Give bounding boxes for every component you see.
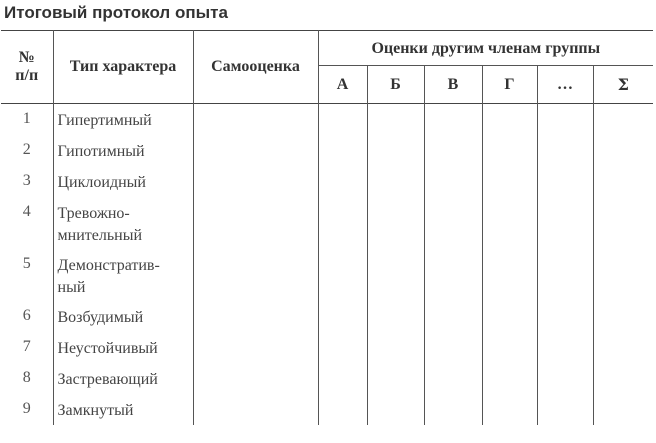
row-character-type <box>53 363 193 394</box>
table-row <box>1 332 653 363</box>
character-type-line: Циклоидный <box>57 173 146 191</box>
rating-cell-sum <box>593 104 653 135</box>
rating-cell-g <box>482 301 537 332</box>
self-assessment-cell <box>193 197 318 249</box>
rating-cell-a <box>318 197 367 249</box>
rating-cell-sum <box>593 363 653 394</box>
page-title: Итоговый протокол опыта <box>4 3 228 22</box>
header-self-assessment: Самооценка <box>193 31 318 104</box>
row-number: 9 <box>22 399 31 417</box>
table-row <box>1 301 653 332</box>
rating-cell-b <box>367 332 424 363</box>
rating-cell-ellipsis <box>537 166 593 197</box>
rating-cell-sum <box>593 249 653 301</box>
row-number: 5 <box>22 254 31 272</box>
rating-cell-ellipsis <box>537 301 593 332</box>
row-character-type <box>53 197 193 249</box>
row-number: 3 <box>22 171 31 189</box>
header-col-v: В <box>424 66 482 104</box>
row-number: 4 <box>22 202 31 220</box>
row-number: 6 <box>22 306 31 324</box>
table-row <box>1 249 653 301</box>
rating-cell-ellipsis <box>537 197 593 249</box>
row-number: 2 <box>22 140 31 158</box>
self-assessment-cell <box>193 332 318 363</box>
row-character-type <box>53 166 193 197</box>
row-character-type <box>53 394 193 425</box>
rating-cell-v <box>424 332 482 363</box>
rating-cell-a <box>318 104 367 135</box>
table-row <box>1 166 653 197</box>
rating-cell-sum <box>593 332 653 363</box>
self-assessment-cell <box>193 363 318 394</box>
rating-cell-g <box>482 249 537 301</box>
rating-cell-v <box>424 166 482 197</box>
character-type-line: Демонстратив- <box>57 256 160 274</box>
rating-cell-v <box>424 249 482 301</box>
rating-cell-a <box>318 363 367 394</box>
rating-cell-b <box>367 197 424 249</box>
self-assessment-cell <box>193 301 318 332</box>
rating-cell-v <box>424 197 482 249</box>
rating-cell-g <box>482 104 537 135</box>
rating-cell-v <box>424 104 482 135</box>
table-row <box>1 135 653 166</box>
header-col-g: Г <box>482 66 537 104</box>
protocol-table <box>1 30 653 425</box>
rating-cell-a <box>318 249 367 301</box>
character-type-line: ный <box>57 278 86 296</box>
rating-cell-v <box>424 135 482 166</box>
header-col-sum: Σ <box>593 66 653 104</box>
rating-cell-b <box>367 135 424 166</box>
rating-cell-ellipsis <box>537 332 593 363</box>
self-assessment-cell <box>193 249 318 301</box>
table-row <box>1 394 653 425</box>
header-number-line2: п/п <box>15 67 39 84</box>
header-type: Тип характера <box>53 31 193 104</box>
rating-cell-v <box>424 394 482 425</box>
rating-cell-g <box>482 332 537 363</box>
rating-cell-g <box>482 363 537 394</box>
rating-cell-b <box>367 249 424 301</box>
header-number-line1: № <box>18 49 35 66</box>
row-character-type <box>53 135 193 166</box>
row-character-type <box>53 104 193 135</box>
rating-cell-g <box>482 394 537 425</box>
self-assessment-cell <box>193 135 318 166</box>
header-col-ellipsis: … <box>537 66 593 104</box>
rating-cell-b <box>367 104 424 135</box>
rating-cell-sum <box>593 197 653 249</box>
self-assessment-cell <box>193 166 318 197</box>
rating-cell-b <box>367 301 424 332</box>
row-character-type <box>53 301 193 332</box>
rating-cell-ellipsis <box>537 249 593 301</box>
rating-cell-a <box>318 394 367 425</box>
row-character-type <box>53 249 193 301</box>
row-number: 1 <box>22 110 31 127</box>
rating-cell-sum <box>593 166 653 197</box>
rating-cell-g <box>482 135 537 166</box>
character-type-line: Неустойчивый <box>57 339 158 357</box>
self-assessment-cell <box>193 104 318 135</box>
character-type-line: мнительный <box>57 226 142 244</box>
character-type-line: Застревающий <box>57 370 158 388</box>
row-number: 8 <box>22 368 31 386</box>
rating-cell-g <box>482 197 537 249</box>
rating-cell-a <box>318 166 367 197</box>
table-row <box>1 363 653 394</box>
rating-cell-a <box>318 135 367 166</box>
character-type-line: Гипертимный <box>57 112 152 129</box>
header-col-b: Б <box>367 66 424 104</box>
header-group-ratings: Оценки другим членам группы <box>318 31 653 66</box>
rating-cell-a <box>318 332 367 363</box>
rating-cell-ellipsis <box>537 104 593 135</box>
rating-cell-sum <box>593 394 653 425</box>
header-col-a: А <box>318 66 367 104</box>
rating-cell-sum <box>593 301 653 332</box>
rating-cell-b <box>367 394 424 425</box>
character-type-line: Гипотимный <box>57 142 145 160</box>
rating-cell-v <box>424 363 482 394</box>
rating-cell-ellipsis <box>537 363 593 394</box>
rating-cell-v <box>424 301 482 332</box>
table-row <box>1 104 653 135</box>
rating-cell-sum <box>593 135 653 166</box>
table-row <box>1 197 653 249</box>
rating-cell-b <box>367 363 424 394</box>
rating-cell-g <box>482 166 537 197</box>
header-number <box>1 31 53 104</box>
character-type-line: Замкнутый <box>57 401 134 419</box>
row-number: 7 <box>22 337 31 355</box>
rating-cell-ellipsis <box>537 135 593 166</box>
character-type-line: Тревожно- <box>57 204 130 222</box>
rating-cell-b <box>367 166 424 197</box>
character-type-line: Возбудимый <box>57 308 144 326</box>
rating-cell-a <box>318 301 367 332</box>
self-assessment-cell <box>193 394 318 425</box>
rating-cell-ellipsis <box>537 394 593 425</box>
row-character-type <box>53 332 193 363</box>
